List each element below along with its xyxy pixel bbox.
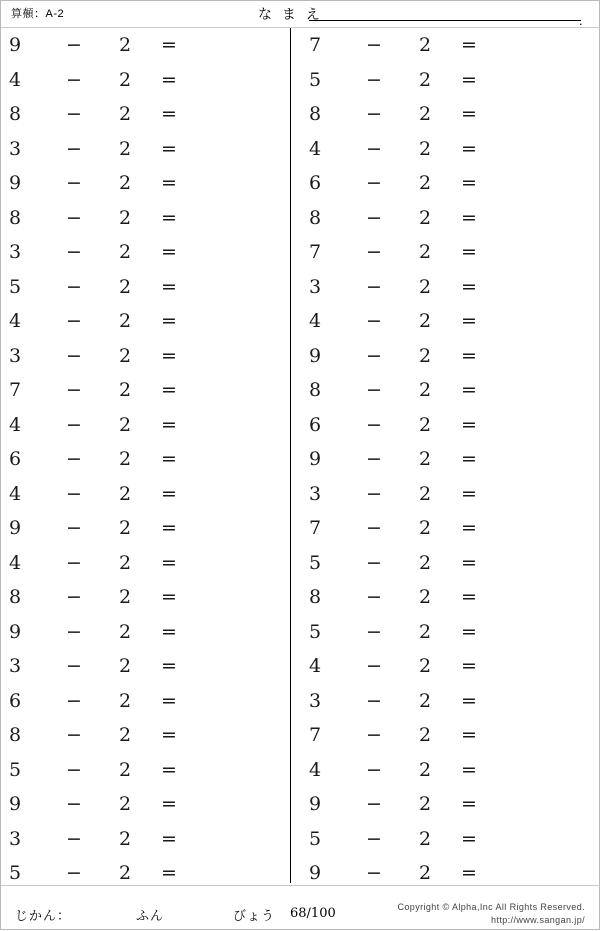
operator-symbol: −	[366, 655, 382, 677]
operator-symbol: −	[66, 344, 82, 367]
operand-first: 4	[309, 758, 322, 781]
operand-second: 2	[419, 206, 432, 229]
operand-first: 7	[309, 517, 322, 539]
equals-symbol: =	[161, 551, 177, 574]
problem-row	[1, 63, 281, 98]
operand-second: 2	[419, 517, 432, 539]
problem-area	[1, 28, 600, 885]
problem-row	[301, 753, 581, 788]
operand-second: 2	[419, 275, 432, 298]
operand-second: 2	[419, 724, 432, 746]
operator-symbol: −	[66, 793, 82, 815]
problem-row	[301, 718, 581, 753]
equals-symbol: =	[461, 620, 477, 643]
copyright-line-2: http://www.sangan.jp/	[491, 915, 585, 925]
operand-second: 2	[419, 172, 432, 194]
operator-symbol: −	[366, 310, 382, 332]
operator-symbol: −	[366, 862, 382, 884]
equals-symbol: =	[161, 137, 177, 160]
equals-symbol: =	[461, 241, 477, 263]
operand-first: 8	[309, 206, 322, 229]
operand-second: 2	[119, 137, 132, 160]
equals-symbol: =	[161, 68, 177, 91]
operand-first: 4	[9, 482, 22, 505]
operand-first: 8	[9, 103, 22, 125]
operand-second: 2	[419, 689, 432, 712]
operand-second: 2	[419, 379, 432, 401]
operand-second: 2	[419, 310, 432, 332]
problem-row	[301, 649, 581, 684]
problem-row	[1, 787, 281, 822]
operand-second: 2	[119, 275, 132, 298]
problem-row	[1, 822, 281, 857]
operator-symbol: −	[66, 34, 82, 56]
problem-row	[1, 753, 281, 788]
operand-first: 5	[309, 68, 322, 91]
problem-row	[301, 132, 581, 167]
operator-symbol: −	[366, 689, 382, 712]
operand-second: 2	[419, 793, 432, 815]
operand-second: 2	[419, 827, 432, 850]
operand-first: 5	[9, 862, 22, 884]
seconds-label: びょう	[233, 908, 276, 923]
operand-first: 4	[309, 310, 322, 332]
operand-second: 2	[119, 413, 132, 436]
equals-symbol: =	[161, 206, 177, 229]
operand-first: 7	[9, 379, 22, 401]
equals-symbol: =	[161, 310, 177, 332]
operator-symbol: −	[66, 517, 82, 539]
operand-second: 2	[419, 68, 432, 91]
operand-second: 2	[419, 551, 432, 574]
operand-second: 2	[119, 206, 132, 229]
operand-first: 3	[309, 689, 322, 712]
equals-symbol: =	[461, 172, 477, 194]
equals-symbol: =	[461, 862, 477, 884]
equals-symbol: =	[161, 517, 177, 539]
equals-symbol: =	[461, 379, 477, 401]
problem-column-left	[1, 28, 281, 891]
operator-symbol: −	[66, 310, 82, 332]
operator-symbol: −	[66, 551, 82, 574]
operand-first: 9	[9, 172, 22, 194]
operand-first: 4	[309, 655, 322, 677]
operator-symbol: −	[66, 448, 82, 470]
operator-symbol: −	[366, 103, 382, 125]
operand-first: 8	[309, 379, 322, 401]
problem-row	[301, 270, 581, 305]
operator-symbol: −	[66, 206, 82, 229]
footer-divider	[1, 885, 600, 886]
operand-first: 9	[9, 517, 22, 539]
equals-symbol: =	[461, 344, 477, 367]
problem-row	[301, 166, 581, 201]
equals-symbol: =	[161, 34, 177, 56]
operator-symbol: −	[366, 758, 382, 781]
operand-first: 7	[309, 34, 322, 56]
problem-row	[301, 580, 581, 615]
name-write-line[interactable]	[309, 20, 581, 21]
equals-symbol: =	[461, 793, 477, 815]
problem-row	[1, 684, 281, 719]
equals-symbol: =	[161, 172, 177, 194]
problem-row	[1, 235, 281, 270]
operator-symbol: −	[66, 68, 82, 91]
operator-symbol: −	[366, 68, 382, 91]
operator-symbol: −	[66, 172, 82, 194]
operand-second: 2	[119, 517, 132, 539]
operand-second: 2	[119, 862, 132, 884]
operator-symbol: −	[66, 275, 82, 298]
equals-symbol: =	[461, 206, 477, 229]
page-header	[1, 1, 600, 27]
operand-first: 6	[9, 689, 22, 712]
operator-symbol: −	[366, 275, 382, 298]
operand-first: 3	[9, 137, 22, 160]
operator-symbol: −	[366, 620, 382, 643]
worksheet-code: 算顤：A-2	[11, 8, 65, 20]
equals-symbol: =	[461, 655, 477, 677]
equals-symbol: =	[161, 448, 177, 470]
operator-symbol: −	[66, 241, 82, 263]
operator-symbol: −	[366, 448, 382, 470]
operator-symbol: −	[366, 586, 382, 608]
operator-symbol: −	[366, 172, 382, 194]
operator-symbol: −	[366, 34, 382, 56]
operand-first: 4	[9, 551, 22, 574]
equals-symbol: =	[161, 827, 177, 850]
operand-second: 2	[419, 413, 432, 436]
problem-row	[1, 649, 281, 684]
equals-symbol: =	[461, 551, 477, 574]
page-footer	[1, 885, 600, 931]
equals-symbol: =	[461, 275, 477, 298]
problem-row	[1, 132, 281, 167]
operator-symbol: −	[366, 206, 382, 229]
operator-symbol: −	[366, 517, 382, 539]
equals-symbol: =	[161, 379, 177, 401]
operator-symbol: −	[366, 724, 382, 746]
operand-first: 8	[9, 206, 22, 229]
problem-row	[301, 235, 581, 270]
operand-first: 5	[309, 551, 322, 574]
operand-first: 3	[9, 344, 22, 367]
equals-symbol: =	[461, 68, 477, 91]
operand-first: 5	[9, 758, 22, 781]
operator-symbol: −	[366, 241, 382, 263]
operand-first: 4	[9, 310, 22, 332]
equals-symbol: =	[161, 344, 177, 367]
operand-second: 2	[119, 551, 132, 574]
operator-symbol: −	[66, 862, 82, 884]
problem-count: 68/100	[290, 906, 336, 921]
equals-symbol: =	[161, 241, 177, 263]
operand-second: 2	[419, 241, 432, 263]
operand-first: 9	[309, 448, 322, 470]
operand-first: 3	[309, 275, 322, 298]
equals-symbol: =	[161, 793, 177, 815]
operand-second: 2	[119, 310, 132, 332]
equals-symbol: =	[461, 310, 477, 332]
operator-symbol: −	[66, 724, 82, 746]
problem-row	[301, 442, 581, 477]
problem-row	[1, 270, 281, 305]
problem-row	[1, 28, 281, 63]
problem-row	[1, 477, 281, 512]
equals-symbol: =	[161, 103, 177, 125]
operand-second: 2	[419, 620, 432, 643]
operand-first: 9	[309, 862, 322, 884]
equals-symbol: =	[461, 758, 477, 781]
operand-second: 2	[119, 655, 132, 677]
name-label: な ま え	[258, 6, 323, 22]
operand-second: 2	[119, 241, 132, 263]
problem-row	[301, 97, 581, 132]
operand-first: 3	[9, 655, 22, 677]
equals-symbol: =	[461, 586, 477, 608]
operand-first: 7	[309, 724, 322, 746]
operand-second: 2	[419, 758, 432, 781]
operand-first: 8	[309, 103, 322, 125]
equals-symbol: =	[461, 448, 477, 470]
operator-symbol: −	[366, 482, 382, 505]
operator-symbol: −	[66, 137, 82, 160]
operand-first: 4	[9, 68, 22, 91]
problem-row	[1, 304, 281, 339]
problem-row	[1, 97, 281, 132]
problem-column-right	[301, 28, 581, 891]
problem-row	[301, 373, 581, 408]
operand-first: 4	[309, 137, 322, 160]
minutes-label: ふん	[136, 908, 165, 923]
operand-second: 2	[419, 34, 432, 56]
problem-row	[1, 408, 281, 443]
equals-symbol: =	[461, 482, 477, 505]
operand-first: 6	[9, 448, 22, 470]
operator-symbol: −	[66, 413, 82, 436]
equals-symbol: =	[161, 758, 177, 781]
operand-first: 9	[309, 793, 322, 815]
operand-first: 3	[9, 827, 22, 850]
operand-first: 4	[9, 413, 22, 436]
operator-symbol: −	[366, 827, 382, 850]
problem-row	[1, 373, 281, 408]
operator-symbol: −	[66, 379, 82, 401]
operator-symbol: −	[66, 586, 82, 608]
problem-row	[301, 787, 581, 822]
operand-first: 6	[309, 413, 322, 436]
operand-first: 5	[309, 620, 322, 643]
problem-row	[1, 339, 281, 374]
operator-symbol: −	[366, 344, 382, 367]
problem-row	[301, 546, 581, 581]
operand-first: 8	[9, 586, 22, 608]
operand-first: 9	[9, 620, 22, 643]
operator-symbol: −	[66, 827, 82, 850]
operand-second: 2	[419, 103, 432, 125]
equals-symbol: =	[461, 137, 477, 160]
operand-first: 9	[9, 34, 22, 56]
copyright-line-1: Copyright © Alpha,Inc All Rights Reserved.	[397, 902, 585, 912]
operand-first: 3	[309, 482, 322, 505]
operand-second: 2	[119, 482, 132, 505]
operand-second: 2	[419, 655, 432, 677]
operand-first: 7	[309, 241, 322, 263]
operand-second: 2	[119, 344, 132, 367]
equals-symbol: =	[161, 482, 177, 505]
operand-second: 2	[119, 793, 132, 815]
problem-row	[301, 28, 581, 63]
problem-row	[301, 408, 581, 443]
problem-row	[1, 201, 281, 236]
problem-row	[1, 580, 281, 615]
operand-second: 2	[419, 482, 432, 505]
operand-second: 2	[419, 862, 432, 884]
equals-symbol: =	[461, 827, 477, 850]
operand-first: 8	[309, 586, 322, 608]
operator-symbol: −	[366, 413, 382, 436]
equals-symbol: =	[461, 724, 477, 746]
operand-second: 2	[419, 448, 432, 470]
operator-symbol: −	[66, 620, 82, 643]
operand-second: 2	[119, 68, 132, 91]
operator-symbol: −	[366, 793, 382, 815]
equals-symbol: =	[161, 586, 177, 608]
operand-first: 5	[9, 275, 22, 298]
equals-symbol: =	[161, 275, 177, 298]
operand-second: 2	[119, 34, 132, 56]
operator-symbol: −	[366, 551, 382, 574]
operand-second: 2	[119, 620, 132, 643]
operand-second: 2	[419, 344, 432, 367]
equals-symbol: =	[161, 862, 177, 884]
problem-row	[301, 511, 581, 546]
equals-symbol: =	[161, 620, 177, 643]
operand-second: 2	[119, 689, 132, 712]
operand-second: 2	[419, 586, 432, 608]
operand-first: 6	[309, 172, 322, 194]
operand-second: 2	[419, 137, 432, 160]
equals-symbol: =	[461, 34, 477, 56]
name-end-dot: .	[579, 13, 583, 28]
operand-second: 2	[119, 379, 132, 401]
operand-first: 3	[9, 241, 22, 263]
operand-second: 2	[119, 827, 132, 850]
operand-second: 2	[119, 758, 132, 781]
equals-symbol: =	[461, 413, 477, 436]
operator-symbol: −	[66, 758, 82, 781]
equals-symbol: =	[461, 689, 477, 712]
problem-row	[301, 304, 581, 339]
problem-row	[301, 201, 581, 236]
equals-symbol: =	[161, 413, 177, 436]
operator-symbol: −	[66, 103, 82, 125]
column-divider	[290, 28, 291, 883]
operator-symbol: −	[366, 137, 382, 160]
operand-first: 9	[309, 344, 322, 367]
problem-row	[1, 511, 281, 546]
operator-symbol: −	[366, 379, 382, 401]
time-label: じかん：	[15, 908, 72, 923]
operand-first: 5	[309, 827, 322, 850]
problem-row	[1, 166, 281, 201]
problem-row	[301, 822, 581, 857]
problem-row	[301, 684, 581, 719]
operand-first: 9	[9, 793, 22, 815]
equals-symbol: =	[461, 103, 477, 125]
operand-second: 2	[119, 586, 132, 608]
problem-row	[1, 718, 281, 753]
equals-symbol: =	[161, 724, 177, 746]
problem-row	[301, 339, 581, 374]
operator-symbol: −	[66, 655, 82, 677]
operand-second: 2	[119, 172, 132, 194]
problem-row	[301, 63, 581, 98]
operand-second: 2	[119, 103, 132, 125]
operand-first: 8	[9, 724, 22, 746]
operand-second: 2	[119, 724, 132, 746]
equals-symbol: =	[461, 517, 477, 539]
operator-symbol: −	[66, 689, 82, 712]
problem-row	[301, 615, 581, 650]
problem-row	[1, 615, 281, 650]
equals-symbol: =	[161, 689, 177, 712]
problem-row	[1, 546, 281, 581]
equals-symbol: =	[161, 655, 177, 677]
problem-row	[301, 477, 581, 512]
problem-row	[1, 442, 281, 477]
operand-second: 2	[119, 448, 132, 470]
operator-symbol: −	[66, 482, 82, 505]
